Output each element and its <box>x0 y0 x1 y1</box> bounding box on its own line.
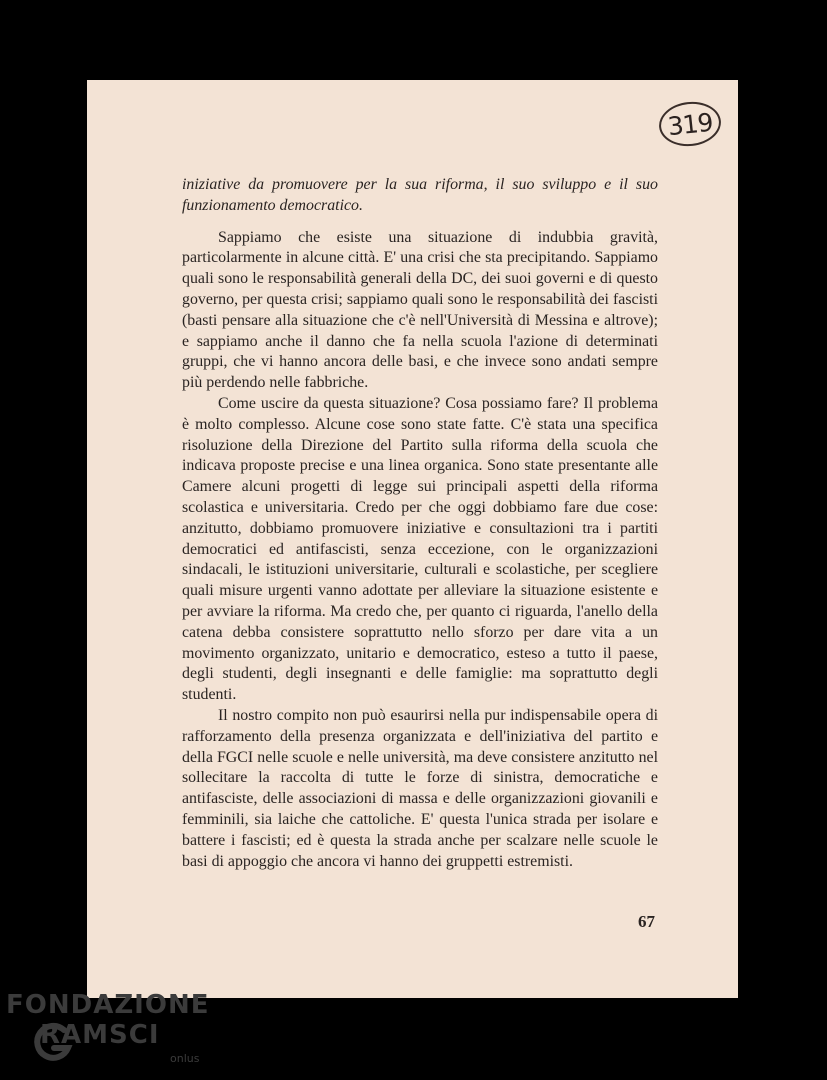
body-text <box>182 175 658 872</box>
paragraph-1: Sappiamo che esiste una situazione di indubbia gravità, particolarmente in alcune città. E' una crisi che sta precipitando. Sappiamo quali sono le responsabilità generali della DC, dei suoi governi e di questo governo, per questa crisi; sappiamo quali sono le responsabilità dei fascisti (basti pensare alla situazione che c'è nell'Università di Messina e altrove); e sappiamo anche il danno che fa nella scuola l'azione di determinati gruppi, che vi hanno ancora delle basi, e che invece sono andati sempre più perdendo nelle fabbriche. <box>182 228 658 392</box>
archive-page-stamp <box>657 99 723 149</box>
archive-page-stamp-label: 319 <box>666 107 714 141</box>
fondazione-gramsci-logo <box>6 990 236 1076</box>
intro-line: iniziative da promuovere per la sua riforma, il suo sviluppo e il suo funzionamento democratico. <box>182 176 658 214</box>
paragraph-2: Come uscire da questa situazione? Cosa possiamo fare? Il problema è molto complesso. Alcune cose sono state fatte. C'è stata una specifica risoluzione della Direzione del Partito sulla riforma della scuola che indicava proposte precise e una linea organica. Sono state presentante alle Camere alcuni progetti di legge sui principali aspetti della riforma scolastica e universitaria. Credo per che oggi dobbiamo fare due cose: anzitutto, dobbiamo promuovere iniziative e consultazioni tra i partiti democratici ed antifascisti, senza eccezione, con le organizzazioni sindacali, le istituzioni universitarie, culturali e scolastiche, per scegliere quali misure urgenti vanno adottate per alleviare la situazione esistente e per avviare la riforma. Ma credo che, per quanto ci riguarda, l'anello della catena debba consistere soprattutto nello sforzo per dare vita a un movimento organizzato, unitario e democratico, esteso a tutto il paese, degli studenti, degli insegnanti e delle famiglie: ma soprattutto degli studenti. <box>182 394 658 704</box>
paragraph-3: Il nostro compito non può esaurirsi nella pur indispensabile opera di rafforzamento della presenza organizzata e dell'iniziativa del partito e della FGCI nelle scuole e nelle università, ma deve consistere anzitutto nel sollecitare la raccolta di tutte le forze di sinistra, democratiche e antifasciste, delle associazioni di massa e delle organizzazioni giovanili e femminili, sia laiche che cattoliche. E' questa l'unica strada per isolare e battere i fascisti; ed è questa la strada anche per scalzare nelle scuole le basi di appoggio che ancora vi hanno dei gruppetti estremisti. <box>182 706 658 870</box>
logo-line-1: FONDAZIONE <box>6 990 210 1020</box>
page-number: 67 <box>638 912 655 931</box>
logo-line-3: onlus <box>170 1052 200 1065</box>
scanned-page <box>87 80 738 998</box>
logo-line-2: RAMSCI <box>40 1020 160 1050</box>
